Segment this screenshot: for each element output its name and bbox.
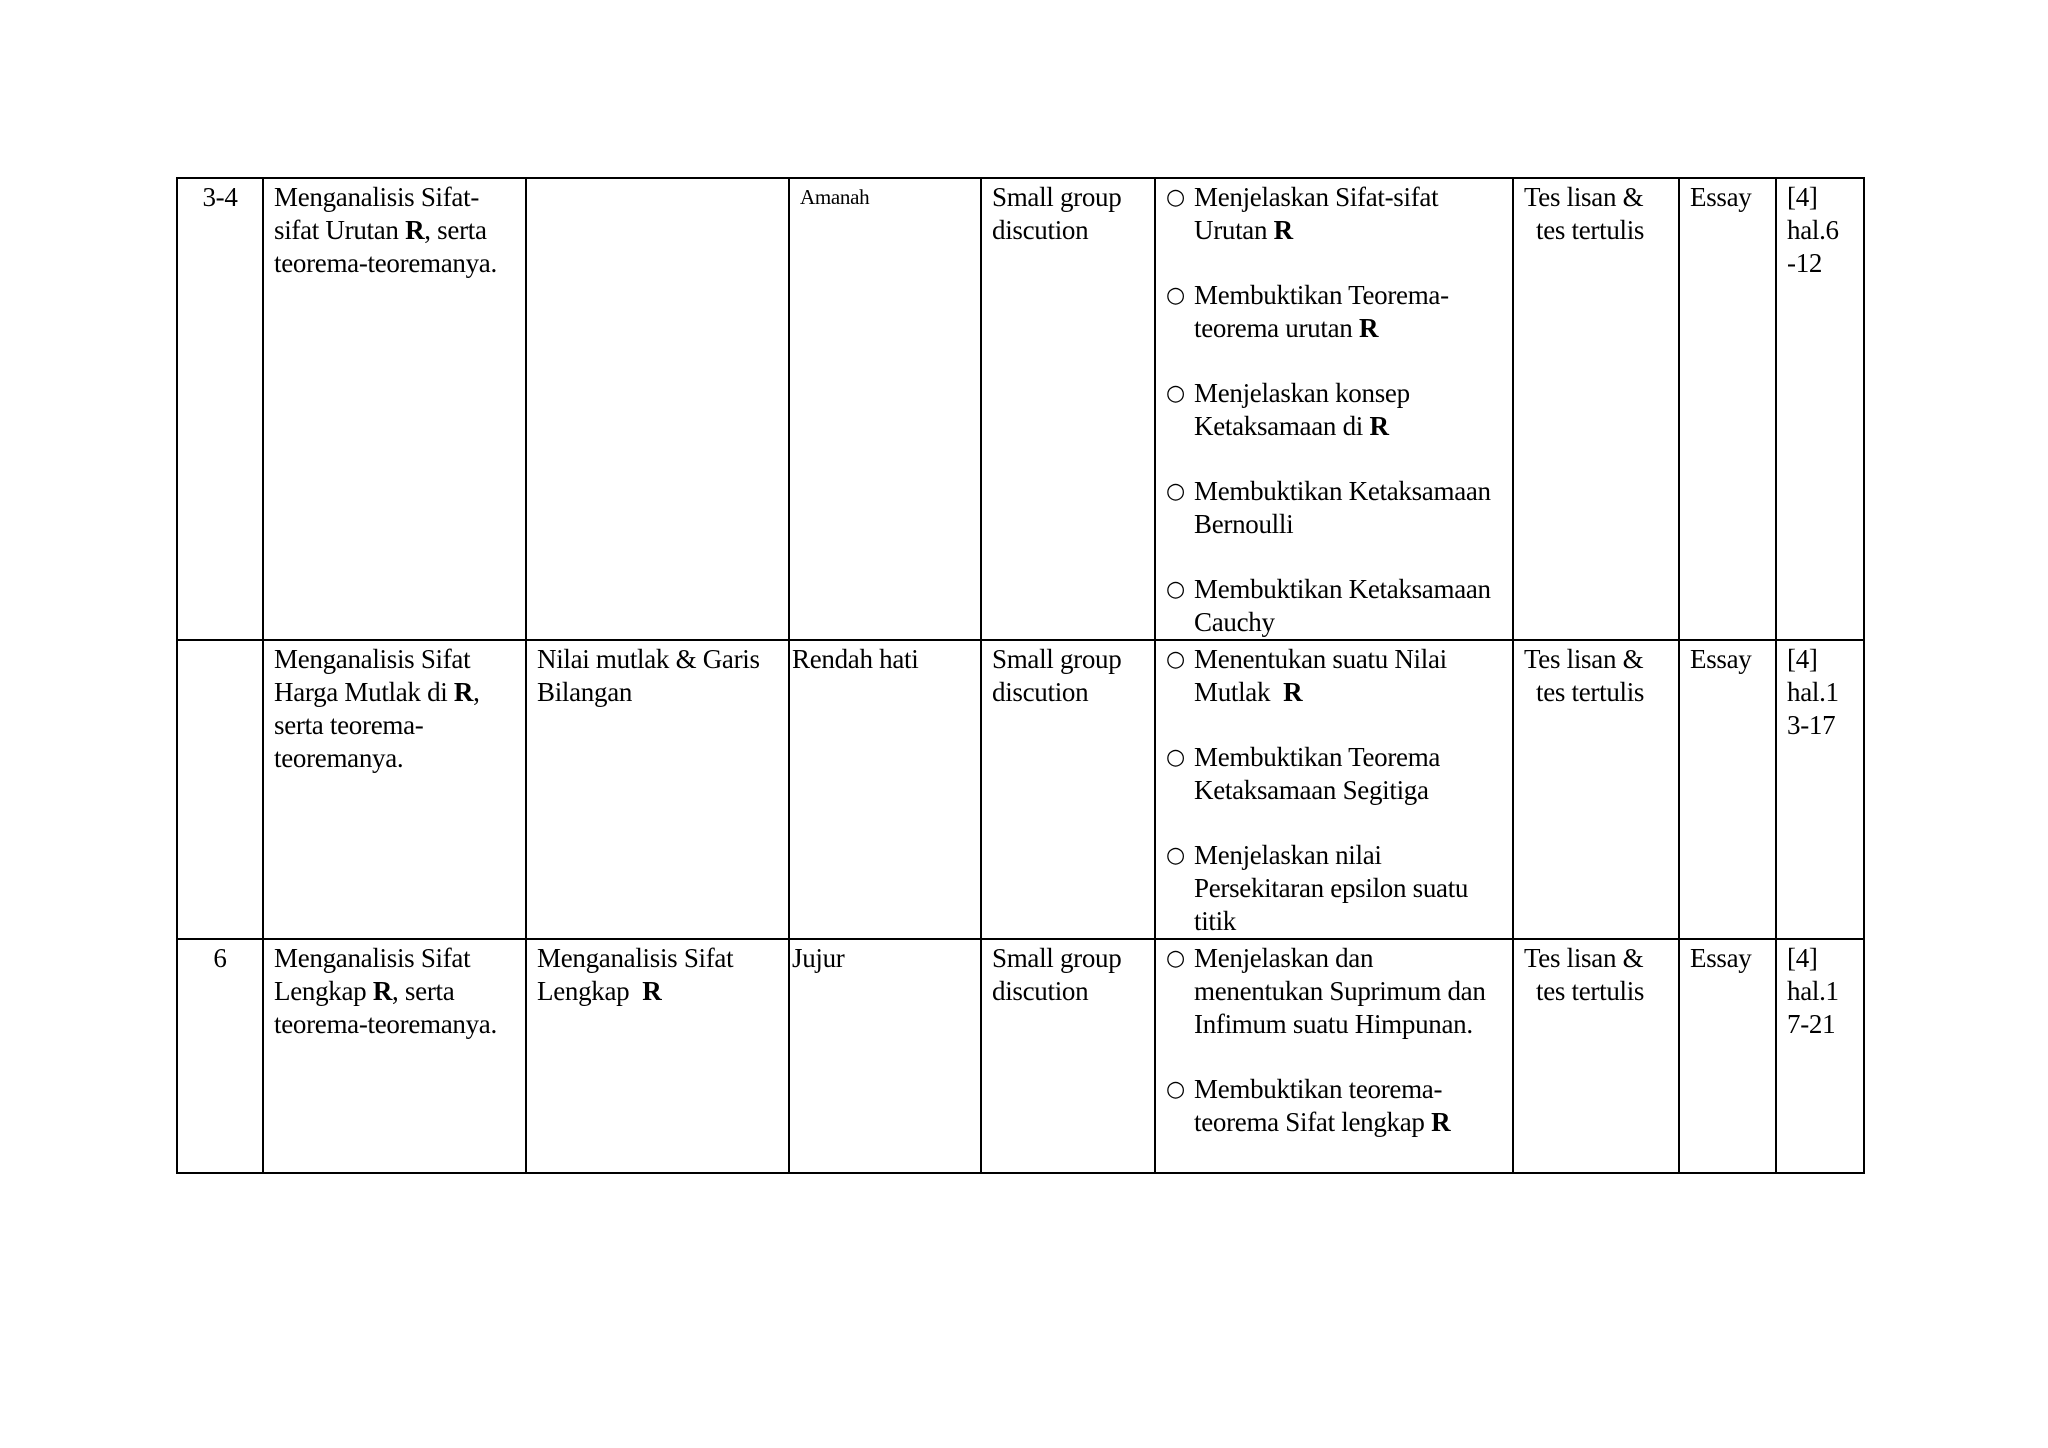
circle-bullet-icon: ○ (1166, 185, 1185, 210)
circle-bullet-icon: ○ (1166, 577, 1185, 602)
list-item: ○ Membuktikan Ketaksamaan Cauchy (1166, 574, 1491, 637)
indicator-cell (1155, 178, 1513, 640)
method-cell: Small group discution (981, 640, 1155, 939)
assessment-cell: Tes lisan & tes tertulis (1513, 939, 1679, 1173)
table-row (177, 939, 1864, 1173)
circle-bullet-icon: ○ (1166, 381, 1185, 406)
list-item: ○ Membuktikan teorema-teorema Sifat lengkap R (1166, 1074, 1451, 1137)
competency-cell: Menganalisis Sifat-sifat Urutan R, serta teorema-teoremanya. (263, 178, 526, 640)
list-item: ○ Menentukan suatu Nilai Mutlak R (1166, 644, 1447, 707)
circle-bullet-icon: ○ (1166, 946, 1185, 971)
indicator-list (1166, 942, 1502, 1139)
material-cell: Nilai mutlak & Garis Bilangan (526, 640, 789, 939)
material-cell (526, 178, 789, 640)
assessment-type-cell: Essay (1679, 939, 1776, 1173)
lesson-plan-table (176, 177, 1865, 1174)
circle-bullet-icon: ○ (1166, 647, 1185, 672)
assessment-type-cell: Essay (1679, 640, 1776, 939)
list-item: ○ Membuktikan Ketaksamaan Bernoulli (1166, 476, 1491, 539)
indicator-list (1166, 181, 1502, 639)
competency-cell: Menganalisis Sifat Harga Mutlak di R, serta teorema-teoremanya. (263, 640, 526, 939)
list-item: ○ Membuktikan Teorema Ketaksamaan Segitiga (1166, 742, 1441, 805)
circle-bullet-icon: ○ (1166, 479, 1185, 504)
list-item: ○ Membuktikan Teorema-teorema urutan R (1166, 280, 1449, 343)
week-cell: 3-4 (177, 178, 263, 640)
reference-cell: [4] hal.1 7-21 (1776, 939, 1864, 1173)
indicator-cell (1155, 640, 1513, 939)
competency-cell: Menganalisis Sifat Lengkap R, serta teorema-teoremanya. (263, 939, 526, 1173)
indicator-list (1166, 643, 1502, 938)
table-row (177, 640, 1864, 939)
circle-bullet-icon: ○ (1166, 283, 1185, 308)
assessment-cell: Tes lisan & tes tertulis (1513, 640, 1679, 939)
indicator-cell (1155, 939, 1513, 1173)
method-cell: Small group discution (981, 939, 1155, 1173)
list-item: ○ Menjelaskan dan menentukan Suprimum dan Infimum suatu Himpunan. (1166, 943, 1486, 1039)
week-cell: 6 (177, 939, 263, 1173)
character-value-cell: Amanah (789, 178, 981, 640)
character-value-cell: Rendah hati (789, 640, 981, 939)
list-item: ○ Menjelaskan nilai Persekitaran epsilon suatu titik (1166, 840, 1469, 936)
table-row (177, 178, 1864, 640)
assessment-type-cell: Essay (1679, 178, 1776, 640)
reference-cell: [4] hal.6 -12 (1776, 178, 1864, 640)
list-item: ○ Menjelaskan Sifat-sifat Urutan R (1166, 182, 1439, 245)
character-value-cell: Jujur (789, 939, 981, 1173)
circle-bullet-icon: ○ (1166, 1077, 1185, 1102)
circle-bullet-icon: ○ (1166, 843, 1185, 868)
assessment-cell: Tes lisan & tes tertulis (1513, 178, 1679, 640)
week-cell (177, 640, 263, 939)
material-cell: Menganalisis Sifat Lengkap R (526, 939, 789, 1173)
list-item: ○ Menjelaskan konsep Ketaksamaan di R (1166, 378, 1410, 441)
method-cell: Small group discution (981, 178, 1155, 640)
circle-bullet-icon: ○ (1166, 745, 1185, 770)
reference-cell: [4] hal.1 3-17 (1776, 640, 1864, 939)
